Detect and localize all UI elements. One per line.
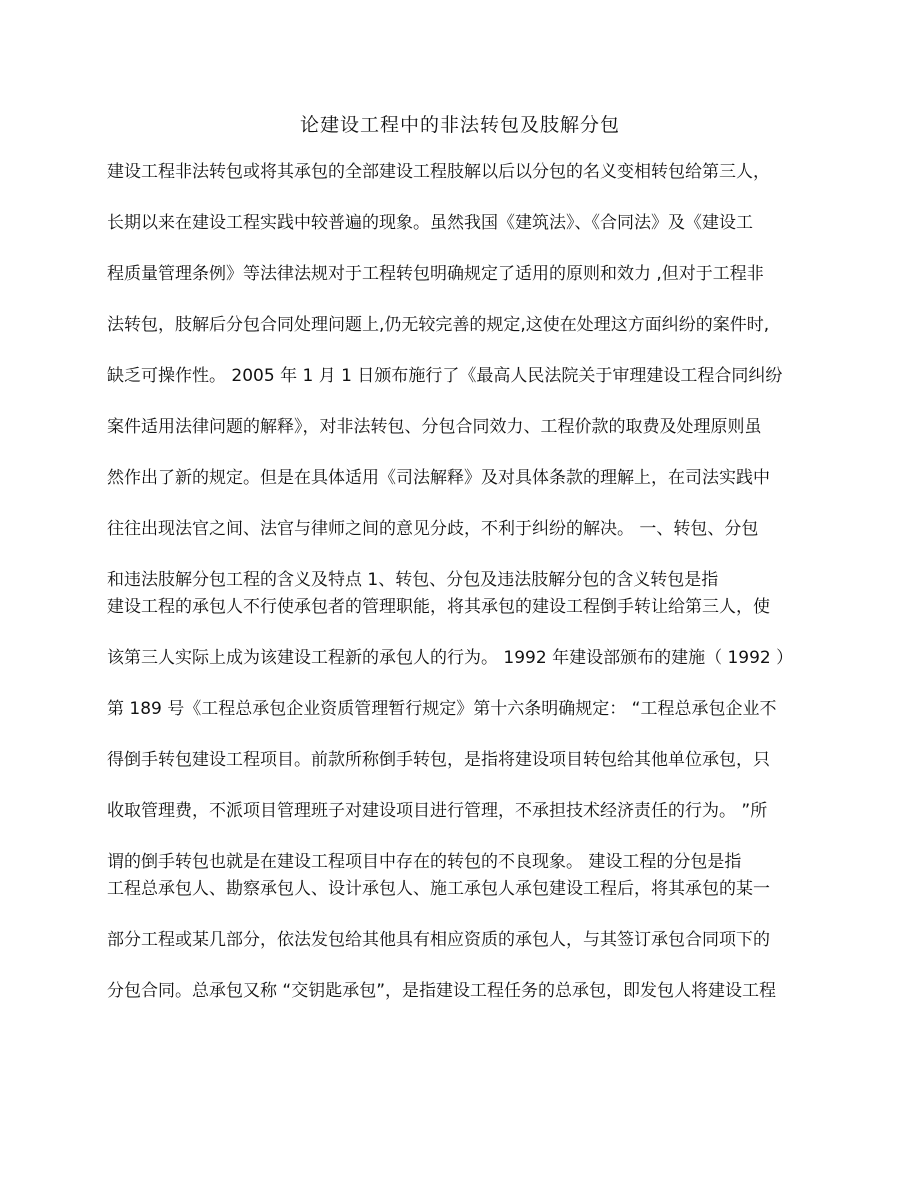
paragraph-line: 谓的倒手转包也就是在建设工程项目中存在的转包的不良现象。 建设工程的分包是指: [107, 852, 742, 872]
paragraph-line: 往往出现法官之间、法官与律师之间的意见分歧，不利于纠纷的解决。 一、转包、分包: [107, 519, 759, 539]
paragraph-line: 建设工程非法转包或将其承包的全部建设工程肢解以后以分包的名义变相转包给第三人，: [107, 162, 770, 182]
paragraph-line: 第 189 号《工程总承包企业资质管理暂行规定》第十六条明确规定： “工程总承包企业不: [107, 699, 777, 719]
paragraph-line: 收取管理费，不派项目管理班子对建设项目进行管理，不承担技术经济责任的行为。 ”所: [107, 801, 768, 821]
paragraph-line: 和违法肢解分包工程的含义及特点 1、转包、分包及违法肢解分包的含义转包是指: [107, 570, 719, 590]
paragraph-line: 然作出了新的规定。但是在具体适用《司法解释》及对具体条款的理解上，在司法实践中: [107, 468, 770, 488]
paragraph-line: 法转包，肢解后分包合同处理问题上,仍无较完善的规定,这使在处理这方面纠纷的案件时,: [107, 315, 770, 335]
document-title: 论建设工程中的非法转包及肢解分包: [299, 114, 620, 136]
paragraph-line: 缺乏可操作性。 2005 年 1 月 1 日颁布施行了《最高人民法院关于审理建设工程合同纠纷: [107, 366, 783, 386]
paragraph-line: 程质量管理条例》等法律法规对于工程转包明确规定了适用的原则和效力 ,但对于工程非: [107, 264, 764, 284]
paragraph-line: 建设工程的承包人不行使承包者的管理职能，将其承包的建设工程倒手转让给第三人，使: [107, 597, 770, 617]
paragraph-line: 得倒手转包建设工程项目。前款所称倒手转包，是指将建设项目转包给其他单位承包，只: [107, 750, 770, 770]
document-body: [107, 160, 823, 1030]
paragraph-line: 长期以来在建设工程实践中较普遍的现象。虽然我国《建筑法》、《合同法》及《建设工: [107, 213, 753, 233]
paragraph-line: 部分工程或某几部分，依法发包给其他具有相应资质的承包人，与其签订承包合同项下的: [107, 930, 770, 950]
paragraph-line: 分包合同。总承包又称 “交钥匙承包”，是指建设工程任务的总承包，即发包人将建设工程: [107, 981, 777, 1001]
paragraph-line: 该第三人实际上成为该建设工程新的承包人的行为。 1992 年建设部颁布的建施（ 1992 ）: [107, 648, 794, 668]
paragraph-line: 案件适用法律问题的解释》，对非法转包、分包合同效力、工程价款的取费及处理原则虽: [107, 417, 762, 437]
paragraph-line: 工程总承包人、勘察承包人、设计承包人、施工承包人承包建设工程后，将其承包的某一: [107, 879, 770, 899]
